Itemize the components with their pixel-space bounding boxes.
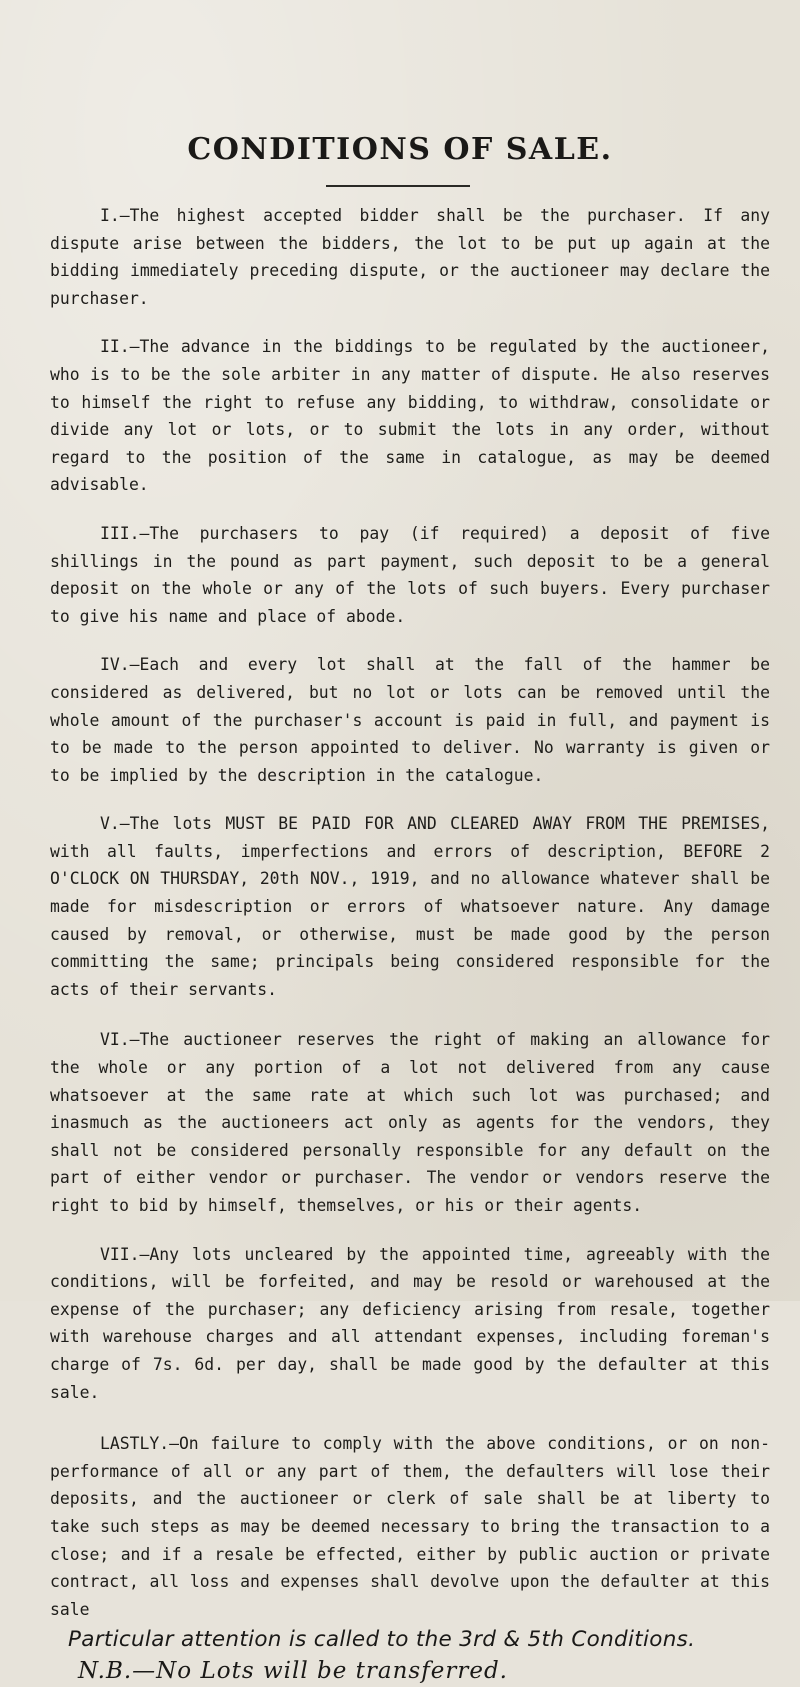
conditions-list bbox=[50, 202, 770, 1687]
title-rule bbox=[326, 185, 470, 187]
condition-5: V.—The lots MUST BE PAID FOR AND CLEARED AWAY FROM THE PREMISES, with all faults, imperfections and errors of description, BEFORE 2 O'CLOCK ON THURSDAY, 20th NOV., 1919, and no allowance whatever shall be made for misdescription or errors of whatsoever nature. Any damage caused by removal, or otherwise, must be made good by the person committing the same; principals being considered responsible for the acts of their servants. bbox=[50, 814, 770, 999]
nb-note: N.B.—No Lots will be transferred. bbox=[78, 1658, 508, 1685]
condition-2: II.—The advance in the biddings to be regulated by the auctioneer, who is to be the sole arbiter in any matter of dispute. He also reserves to himself the right to refuse any bidding, to withdraw, consolidate or divide any lot or lots, or to submit the lots in any order, without regard to the position of the same in catalogue, as may be deemed advisable. bbox=[50, 337, 770, 495]
attention-note: Particular attention is called to the 3rd & 5th Conditions. bbox=[68, 1627, 696, 1653]
condition-6: VI.—The auctioneer reserves the right of making an allowance for the whole or any portion of a lot not delivered from any cause whatsoever at the same rate at which such lot was purchased; and inasmuch as the auctioneers act only as agents for the vendors, they shall not be considered personally responsible for any default on the part of either vendor or purchaser. The vendor or vendors reserve the right to bid by himself, themselves, or his or their agents. bbox=[50, 1030, 770, 1215]
condition-7: VII.—Any lots uncleared by the appointed time, agreeably with the conditions, will be forfeited, and may be resold or warehoused at the expense of the purchaser; any deficiency arising from resale, together with warehouse charges and all attendant expenses, including foreman's charge of 7s. 6d. per day, shall be made good by the defaulter at this sale. bbox=[50, 1244, 770, 1402]
condition-4: IV.—Each and every lot shall at the fall of the hammer be considered as delivered, but no lot or lots can be removed until the whole amount of the purchaser's account is paid in full, and payment is to be made to the person appointed to deliver. No warranty is given or to be implied by the description in the catalogue. bbox=[50, 655, 770, 785]
condition-lastly: LASTLY.—On failure to comply with the above conditions, or on non-performance of all or any part of them, the defaulters will lose their deposits, and the auctioneer or clerk of sale shall be at liberty to take such steps as may be deemed necessary to bring the transaction to a close; and if a resale be effected, either by public auction or private contract, all loss and expenses shall devolve upon the defaulter at this sale bbox=[50, 1434, 770, 1619]
condition-1: I.—The highest accepted bidder shall be the purchaser. If any dispute arise between the bidders, the lot to be put up again at the bidding immediately preceding dispute, or the auctioneer may declare the purchaser. bbox=[50, 206, 770, 308]
condition-3: III.—The purchasers to pay (if required) a deposit of five shillings in the pound as part payment, such deposit to be a general deposit on the whole or any of the lots of such buyers. Every purchaser to give his name and place of abode. bbox=[50, 523, 770, 626]
page-title: CONDITIONS OF SALE. bbox=[187, 132, 613, 167]
